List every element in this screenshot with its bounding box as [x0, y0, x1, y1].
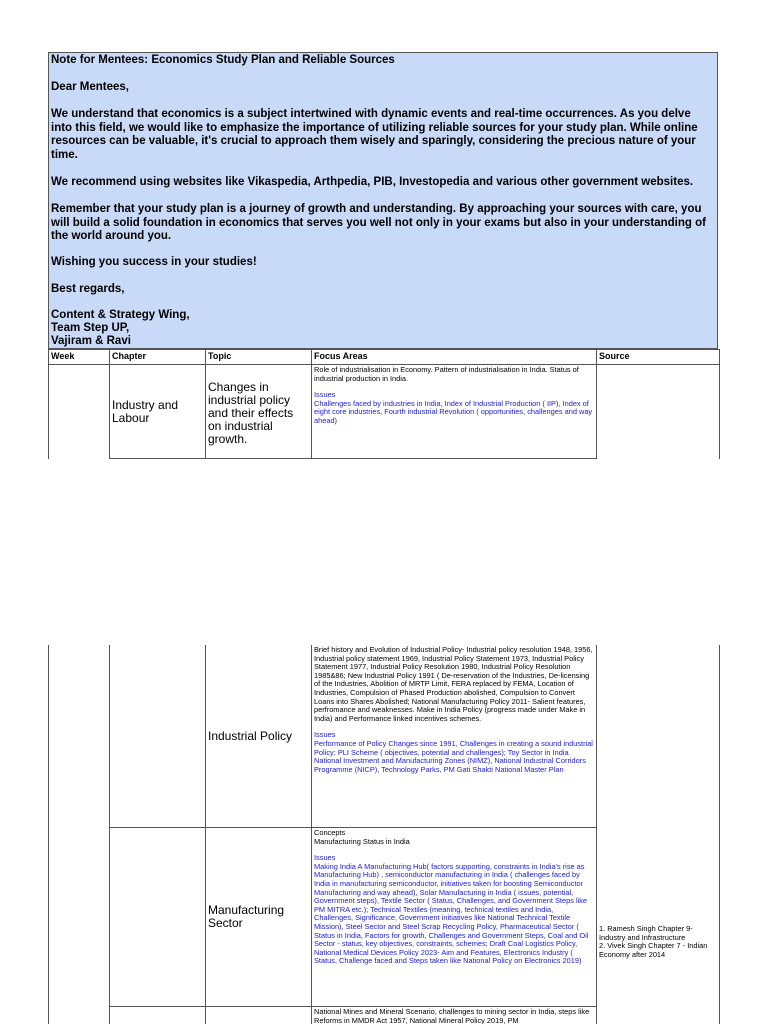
week-cell	[48, 364, 110, 459]
chapter-cell-mining	[109, 1006, 206, 1024]
header-source: Source	[596, 349, 720, 365]
issues-text: Challenges faced by industries in India, Index of Industrial Production ( IIP), Index of eight core industries, Fourth industrial Revolution ( opportunities, challenges and way ahead)	[314, 398, 593, 425]
topic-cell-industrial-policy	[205, 645, 312, 828]
chapter-label: Industry and Labour	[112, 397, 179, 425]
study-plan-table-continued	[48, 645, 720, 1024]
header-chapter: Chapter	[109, 349, 206, 365]
focus-cell-industrial-policy	[311, 645, 597, 828]
source-text: 1. Ramesh Singh Chapter 9- Industry and Infrastructure 2. Vivek Singh Chapter 7 - Indian Economy after 2014	[599, 924, 708, 959]
issues-label-manufacturing: Issues	[314, 853, 336, 863]
note-signature-2: Team Step UP,	[51, 322, 130, 334]
note-signature-1: Content & Strategy Wing,	[51, 309, 190, 321]
focus-mining-text: National Mines and Mineral Scenario, challenges to mining sector in India, steps like Reforms in MMDR Act 1957, National Mineral Policy 2019, PM	[314, 1007, 590, 1024]
note-paragraph-3: Remember that your study plan is a journey of growth and understanding. By approaching your sources with care, you will build a solid foundation in economics that serves you well not only in your exams but also in your understanding of the world around you.	[51, 203, 706, 242]
source-cell	[596, 364, 720, 459]
issues-label-policy: Issues	[314, 730, 336, 740]
note-greeting: Dear Mentees,	[51, 81, 129, 93]
focus-cell-mining	[311, 1006, 597, 1024]
focus-industrial-policy-text: Brief history and Evolution of Industrial Policy- Industrial policy resolution 1948, 1956, Industrial policy statement 1969, Industrial Policy Statement 1973, Industrial Policy Statement 1977, Industrial Policy Resolution 1980, Industrial Policy Resolution 1985&86; New Industrial Policy 1991 ( De-reservation of the Industries, De-licensing of the Industries, Abolition of MRTP Limit, FERA replaced by FEMA, Location of Industries, Compulsion of Phased Production abolished, Compulsion to Convert Loans into Shares Abolished; National Manufacturing Policy 2011- Salient features, perfromance and weaknesses. Make in India Policy (progress made under Make in India) and Performance linked incentives schemes.	[314, 645, 593, 723]
header-week: Week	[48, 349, 110, 365]
chapter-cell-manufacturing	[109, 827, 206, 1007]
focus-cell-manufacturing	[311, 827, 597, 1007]
chapter-cell	[109, 364, 206, 459]
source-cell-continued	[596, 645, 720, 1024]
focus-text: Role of industrialisation in Economy. Pattern of industrialisation in India. Status of industrial production in India.	[314, 365, 579, 383]
topic-cell-manufacturing	[205, 827, 312, 1007]
focus-cell-industrial-growth	[311, 364, 597, 459]
note-title: Note for Mentees: Economics Study Plan and Reliable Sources	[51, 54, 395, 66]
note-paragraph-1: We understand that economics is a subject intertwined with dynamic events and real-time occurrences. As you delve into this field, we would like to emphasize the importance of utilizing reliable sources for your study plan. While online resources can be valuable, it's crucial to approach them wisely and sparingly, considering the precious nature of your time.	[51, 108, 698, 161]
issues-label: Issues	[314, 390, 336, 400]
header-topic: Topic	[205, 349, 312, 365]
topic-cell-mining	[205, 1006, 312, 1024]
topic-cell-industrial-growth	[205, 364, 312, 459]
issues-policy-text: Performance of Policy Changes since 1991, Challenges in creating a sound industrial Policy; PLI Scheme ( objectives, potential and challenges); Toy Sector in India National Investment and Manufacturing Zones (NIMZ), National Industrial Corridors Programme (NICP), Technology Parks, PM Gati Shakti National Master Plan	[314, 738, 593, 774]
topic-label: Changes in industrial policy and their effects on industrial growth.	[208, 380, 294, 446]
note-paragraph-2: We recommend using websites like Vikaspedia, Arthpedia, PIB, Investopedia and various other government websites.	[51, 176, 694, 188]
week-cell-continued	[48, 645, 110, 1024]
concepts-text: Concepts Manufacturing Status in India	[314, 828, 410, 846]
topic-manufacturing-sector: Manufacturing Sector	[208, 903, 285, 930]
note-signature-3: Vajiram & Ravi	[51, 335, 131, 347]
issues-manufacturing-text: Making India A Manufacturing Hub( factors supporting, constraints in India's rise as Manufacturing Hub) , semiconductor manufacturing in India ( challenges faced by India in manufacturing semiconductor, initiatives taken for boosting Semiconductor Manufacturing and way ahead), Solar Manufacturing in India ( issues, potential, Government steps), Textile Sector ( Status, Challenges, and Government Steps like PM MITRA etc.); Technical Textiles (meaning, technical textiles and India, Challenges, Significance, Government initiatives like National Technical Textile Mission), Steel Sector and Steel Scrap Recycling Policy, Pharmaceutical Sector ( Status in India, Factors for growth, Challenges and Government Steps, Coal and Oil Sector - status, key objectives, constraints, schemes; Draft Coal Logistics Policy, National Medical Devices Policy 2023- Aim and Features, Electronics Industry ( Status, Challenge faced and Steps taken like National Policy on Electronics 2019)	[314, 861, 589, 966]
header-focus-areas: Focus Areas	[311, 349, 597, 365]
chapter-cell-continued	[109, 645, 206, 828]
study-plan-table-top	[48, 349, 720, 459]
mentee-note	[48, 52, 718, 349]
topic-industrial-policy: Industrial Policy	[208, 728, 293, 743]
note-paragraph-4: Wishing you success in your studies!	[51, 256, 257, 268]
note-closing: Best regards,	[51, 283, 125, 295]
